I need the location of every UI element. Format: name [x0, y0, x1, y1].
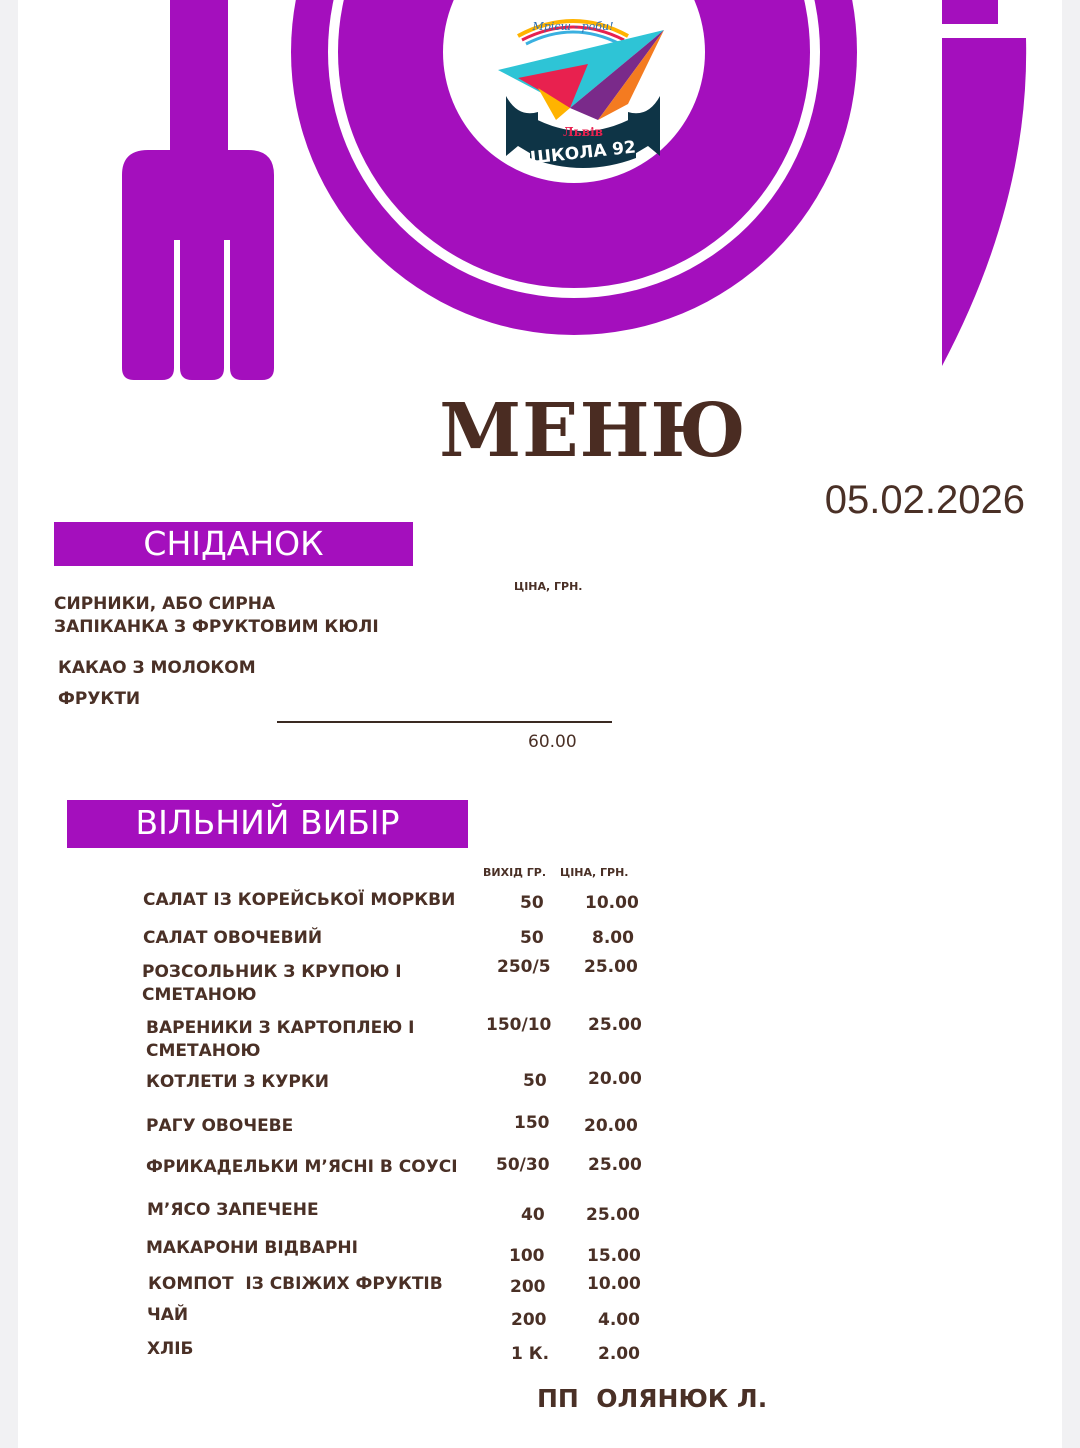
breakfast-header: СНІДАНОК — [54, 522, 413, 566]
total-divider — [277, 721, 612, 723]
school-logo — [478, 8, 688, 168]
dish-price: 8.00 — [592, 928, 634, 948]
svg-text:ШКОЛА 92: ШКОЛА 92 — [529, 137, 637, 168]
dish-name: КОМПОТ ІЗ СВІЖИХ ФРУКТІВ — [148, 1274, 443, 1294]
dish-name: ХЛІБ — [147, 1339, 194, 1359]
dish-weight: 200 — [510, 1277, 546, 1297]
dish-name: МАКАРОНИ ВІДВАРНІ — [146, 1238, 358, 1258]
dish-name: РОЗСОЛЬНИК З КРУПОЮ І — [142, 962, 402, 982]
dish-weight: 100 — [509, 1246, 545, 1266]
dish-name: ЧАЙ — [147, 1305, 189, 1325]
dish-price: 25.00 — [586, 1205, 640, 1225]
dish-weight: 150 — [514, 1113, 550, 1133]
menu-date: 05.02.2026 — [824, 478, 1025, 522]
dish-weight: 50 — [523, 1071, 547, 1091]
provider-signature: ПП ОЛЯНЮК Л. — [537, 1384, 768, 1413]
dish-price: 2.00 — [598, 1344, 640, 1364]
breakfast-price-header: ЦІНА, ГРН. — [514, 580, 583, 593]
dish-price: 4.00 — [598, 1310, 640, 1330]
price-column-header: ЦІНА, ГРН. — [560, 866, 629, 879]
breakfast-item: ФРУКТИ — [58, 689, 141, 709]
dish-price: 25.00 — [584, 957, 638, 977]
dish-weight: 150/10 — [486, 1015, 552, 1035]
dish-name-cont: СМЕТАНОЮ — [146, 1041, 261, 1061]
dish-price: 20.00 — [584, 1116, 638, 1136]
dish-weight: 50/30 — [496, 1155, 550, 1175]
dish-weight: 40 — [521, 1205, 545, 1225]
knife-icon — [942, 0, 1026, 366]
fork-icon — [122, 0, 274, 380]
dish-name: САЛАТ ОВОЧЕВИЙ — [143, 928, 323, 948]
breakfast-item: ЗАПІКАНКА З ФРУКТОВИМ КЮЛІ — [54, 617, 379, 637]
dish-price: 25.00 — [588, 1015, 642, 1035]
dish-price: 10.00 — [585, 893, 639, 913]
svg-text:Львів: Львів — [563, 125, 603, 139]
paper-plane-logo — [478, 8, 688, 168]
dish-weight: 50 — [520, 928, 544, 948]
dish-weight: 1 К. — [511, 1344, 550, 1364]
menu-page — [18, 0, 1062, 1448]
free-choice-header: ВІЛЬНИЙ ВИБІР — [67, 800, 468, 848]
dish-price: 20.00 — [588, 1069, 642, 1089]
breakfast-total: 60.00 — [528, 732, 577, 752]
dish-name: ФРИКАДЕЛЬКИ М’ЯСНІ В СОУСІ — [146, 1157, 458, 1177]
dish-price: 15.00 — [587, 1246, 641, 1266]
dish-name: САЛАТ ІЗ КОРЕЙСЬКОЇ МОРКВИ — [143, 890, 456, 910]
dish-weight: 250/5 — [497, 957, 551, 977]
breakfast-item: СИРНИКИ, АБО СИРНА — [54, 594, 276, 614]
dish-name-cont: СМЕТАНОЮ — [142, 985, 257, 1005]
dish-name: ВАРЕНИКИ З КАРТОПЛЕЮ І — [146, 1018, 415, 1038]
dish-name: М’ЯСО ЗАПЕЧЕНЕ — [147, 1200, 319, 1220]
svg-text:Мрієш - роби!: Мрієш - роби! — [532, 20, 614, 33]
breakfast-item: КАКАО З МОЛОКОМ — [58, 658, 256, 678]
dish-price: 10.00 — [587, 1274, 641, 1294]
dish-name: КОТЛЕТИ З КУРКИ — [146, 1072, 329, 1092]
dish-name: РАГУ ОВОЧЕВЕ — [146, 1116, 294, 1136]
page-title: МЕНЮ — [439, 388, 747, 474]
dish-price: 25.00 — [588, 1155, 642, 1175]
dish-weight: 50 — [520, 893, 544, 913]
dish-weight: 200 — [511, 1310, 547, 1330]
weight-column-header: ВИХІД ГР. — [483, 866, 547, 879]
